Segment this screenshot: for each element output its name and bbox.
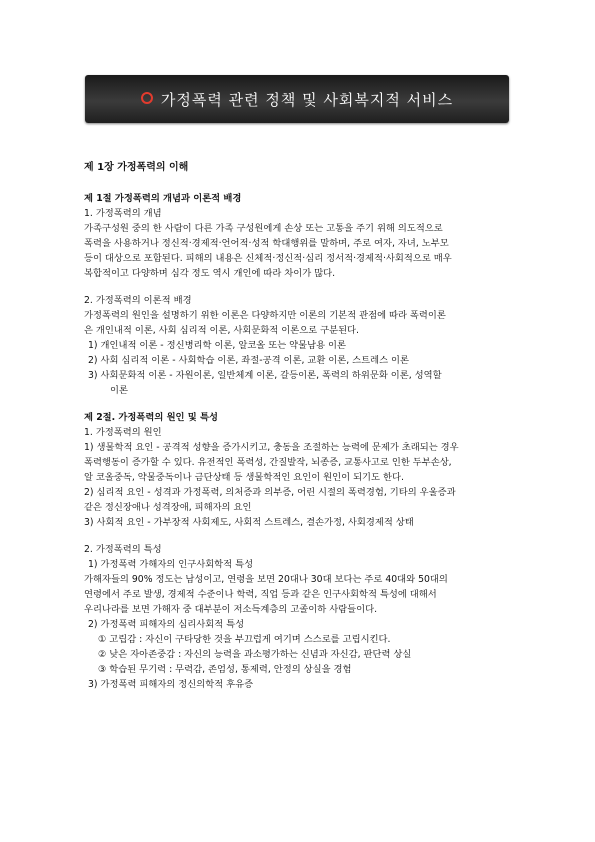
theory-line: 가정폭력의 원인을 설명하기 위한 이론은 다양하지만 이론의 기본적 관점에 따라 폭력이론 [84,310,446,321]
cause-line: 1) 생물학적 요인 - 공격적 성향을 증가시키고, 충동을 조절하는 능력에 문제가 초래되는 경우 [84,442,459,453]
cause-heading: 1. 가정폭력의 원인 [84,427,162,438]
cause-line: 같은 정신장애나 성격장애, 피해자의 요인 [84,502,252,513]
document-body [84,160,514,692]
theory-item: 3) 사회문화적 이론 - 자원이론, 일반체계 이론, 갈등이론, 폭력의 하위문화 이론, 성역할 [88,370,442,381]
theory-heading: 2. 가정폭력의 이론적 배경 [84,295,192,306]
concept-heading: 1. 가정폭력의 개념 [84,208,162,219]
perpetrator-line: 우리나라를 보면 가해자 중 대부분이 저소득계층의 고졸이하 사람들이다. [84,604,378,615]
title-banner [85,75,509,123]
document-title: 가정폭력 관련 정책 및 사회복지적 서비스 [160,90,454,109]
victim-trauma-heading: 3) 가정폭력 피해자의 정신의학적 후유증 [88,679,254,690]
cause-line: 2) 심리적 요인 - 성격과 가정폭력, 의처증과 의부증, 어린 시절의 폭력경험, 기타의 우울증과 [84,487,456,498]
characteristics-heading: 2. 가정폭력의 특성 [84,544,162,555]
theory-item-continued: 이론 [110,385,128,396]
document-title-wrap [141,89,453,110]
red-circle-icon [141,92,153,104]
victim-psych-item: ② 낮은 자아존중감 : 자신의 능력을 과소평가하는 신념과 자신감, 판단력 상실 [98,649,412,660]
chapter-heading: 제 1장 가정폭력의 이해 [84,162,189,173]
concept-line: 가족구성원 중의 한 사람이 다른 가족 구성원에게 손상 또는 고통을 주기 위해 의도적으로 [84,223,443,234]
victim-psych-item: ① 고립감 : 자신이 구타당한 것을 부끄럽게 여기며 스스로를 고립시킨다. [98,634,391,645]
theory-item: 1) 개인내적 이론 - 정신병리학 이론, 알코올 또는 약물남용 이론 [88,340,346,351]
theory-line: 은 개인내적 이론, 사회 심리적 이론, 사회문화적 이론으로 구분된다. [84,325,359,336]
perpetrator-line: 연령에서 주로 발생, 경제적 수준이나 학력, 직업 등과 같은 인구사회학적 특성에 대해서 [84,589,437,600]
perpetrator-line: 가해자들의 90% 정도는 남성이고, 연령을 보면 20대나 30대 보다는 주로 40대와 50대의 [84,574,448,585]
cause-line: 폭력행동이 증가할 수 있다. 유전적인 폭력성, 간질발작, 뇌종증, 교통사고로 인한 두부손상, [84,457,452,468]
theory-item: 2) 사회 심리적 이론 - 사회학습 이론, 좌절-공격 이론, 교환 이론, 스트레스 이론 [88,355,410,366]
perpetrator-heading: 1) 가정폭력 가해자의 인구사회학적 특성 [88,559,254,570]
concept-line: 복합적이고 다양하며 심각 정도 역시 개인에 따라 차이가 많다. [84,268,336,279]
victim-psych-heading: 2) 가정폭력 피해자의 심리사회적 특성 [88,619,245,630]
section-1-heading: 제 1절 가정폭력의 개념과 이론적 배경 [84,193,242,204]
cause-line: 3) 사회적 요인 - 가부장적 사회제도, 사회적 스트레스, 결손가정, 사회경제적 상태 [84,517,414,528]
section-2-heading: 제 2절. 가정폭력의 원인 및 특성 [84,412,218,423]
cause-line: 알 코올중독, 약물중독이나 금단상태 등 생물학적인 요인이 원인이 되기도 한다. [84,472,404,483]
victim-psych-item: ③ 학습된 무기력 : 무력감, 존엄성, 통제력, 안정의 상실을 경험 [98,664,352,675]
concept-line: 폭력을 사용하거나 정신적·경제적·언어적·성적 학대행위를 말하며, 주로 여자, 자녀, 노부모 [84,238,449,249]
concept-line: 등이 대상으로 포함된다. 피해의 내용은 신체적·정신적·심리 정서적·경제적·사회적으로 매우 [84,253,452,264]
